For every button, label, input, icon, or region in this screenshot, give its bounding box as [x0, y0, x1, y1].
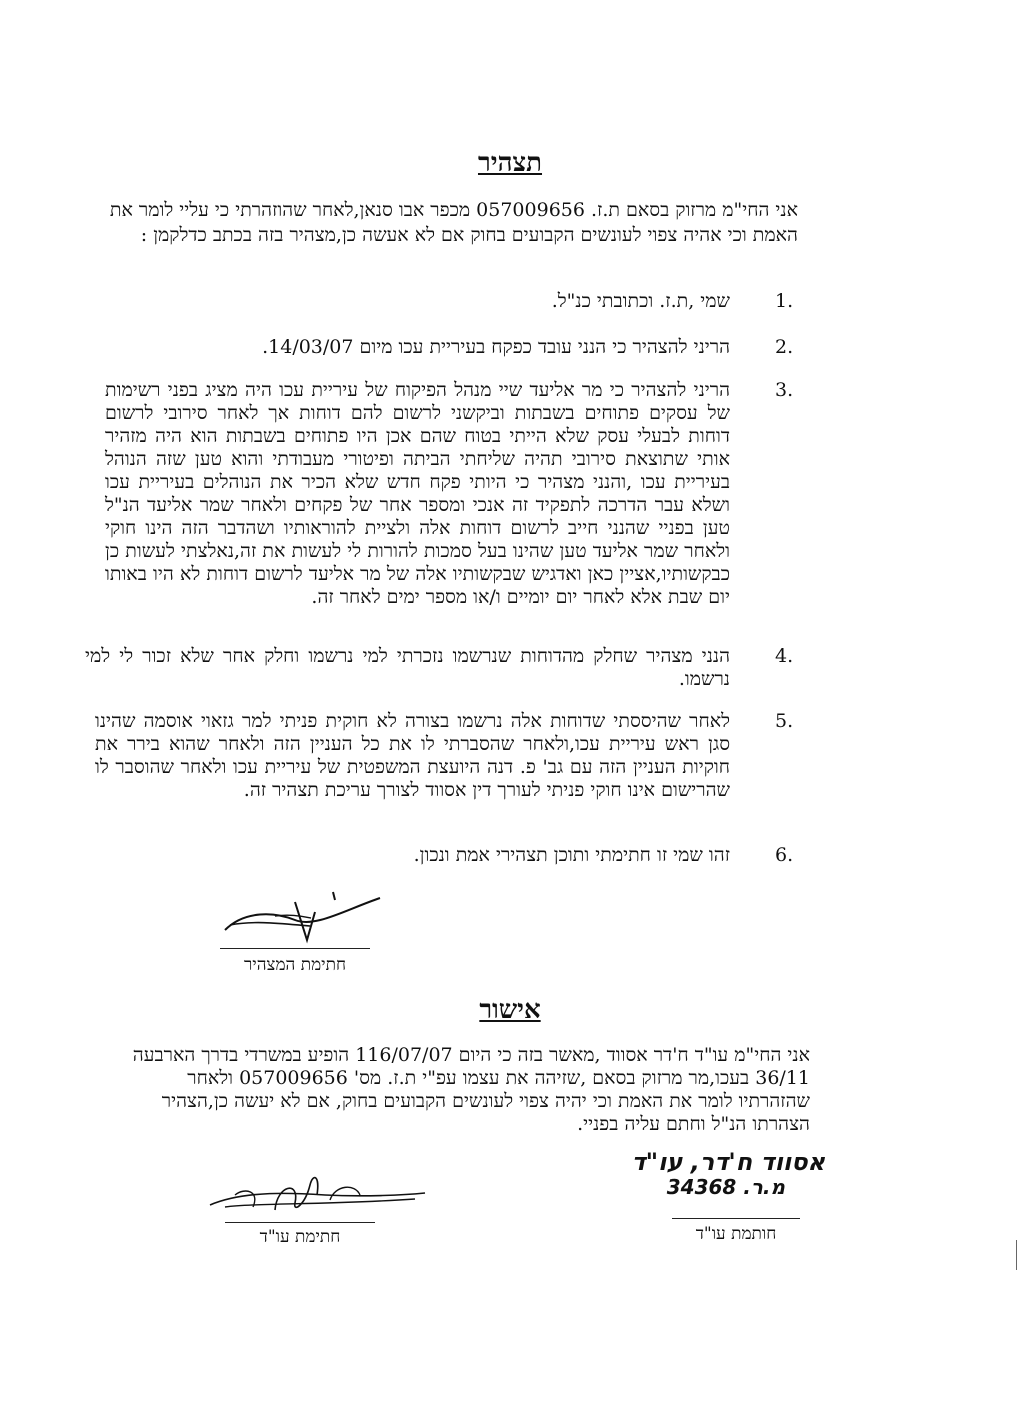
declaration-title: תצהיר [477, 148, 543, 178]
item-5-text: לאחר שהיססתי שדוחות אלה נרשמו בצורה לא חוקית פניתי למר גזאוי אוסמה שהינו סגן ראש עיריית עכו,ולאחר שהסברתי לו את כל העניין הזה ולאחר שהוא בירר את חוקיות העניין הזה עם גב' פ. דנה היועצת המשפטית של עיריית עכו ולאחר שהוסבר לו שהרישום אינו חוקי פניתי לעורך דין אסווד לצורך עריכת תצהיר זה. [95, 710, 730, 801]
item-1-number: 1. [775, 290, 794, 312]
scan-margin-mark [1016, 1240, 1017, 1270]
declaration-intro: אני החי"מ מרזוק בסאם ת.ז. 057009656 מכפר אבו סנאן,לאחר שהוזהרתי כי עליי לומר את האמת וכי אהיה צפוי לעונשים הקבועים בחוק אם לא אעשה כן,מצהיר בזה בכתב כדלקמן : [109, 199, 798, 246]
stamp-line [672, 1218, 800, 1219]
item-6-number: 6. [775, 844, 794, 866]
item-6-text: זהו שמי זו חתימתי ותוכן תצהירי אמת ונכון. [413, 844, 730, 866]
stamp-caption: חותמת עו"ד [695, 1224, 777, 1244]
declarant-signature-caption: חתימת המצהיר [243, 955, 347, 975]
lawyer-stamp-name: אסווד ח'דר, עו"ד [631, 1148, 825, 1176]
item-3-number: 3. [775, 379, 794, 401]
item-1-text: שמי ,ת.ז. וכתובתי כנ"ל. [551, 290, 730, 312]
lawyer-signature-line [225, 1222, 375, 1223]
approval-title: אישור [479, 995, 541, 1025]
item-2-number: 2. [775, 336, 794, 358]
declarant-signature-line [220, 948, 370, 949]
item-3-text: הריני להצהיר כי מר אליעד שיי מנהל הפיקוח של עיריית עכו היה מציג בפני רשימות של עסקים פתוחים בשבתות וביקשני לרשום להם דוחות אך לאחר סירובי לרשום דוחות לבעלי עסק שלא הייתי בטוח שהם אכן היו פתוחים בשבתות הוא היה מזהיר אותי שתוצאת סירובי תהיה שליחתי הביתה ופיטורי מעבודתי והוא טען שזה הנוהל בעיריית עכו ,והנני מצהיר כי היותי פקח חדש שלא הכיר את הנוהלים בעיריית עכו ושלא עבר הדרכה לתפקיד זה אנכי ומספר אחר של פקחים ולאחר שמר אליעד הנ"ל טען בפניי שהנני חייב לרשום דוחות אלה ולציית להוראותיו ושהדבר הזה הינו חוקי ולאחר שמר אליעד טען שהינו בעל סמכות להורות לי לעשות את זה,נאלצתי לעשות כן כבקשותיו,אציין כאן ואדגיש שבקשותיו אלה של מר אליעד לרשום דוחות לא היו באותו יום שבת אלא לאחר יום יומיים ו/או מספר ימים לאחר זה. [105, 379, 730, 608]
item-4-text: הנני מצהיר שחלק מהדוחות שנרשמו נזכרתי למי נרשמו וחלק אחר שלא זכור לי למי נרשמו. [85, 645, 730, 690]
item-2-text: הריני להצהיר כי הנני עובד כפקח בעיריית עכו מיום 14/03/07. [262, 336, 730, 358]
item-4-number: 4. [775, 645, 794, 667]
lawyer-stamp-license: מ.ר. 34368 [666, 1175, 785, 1199]
lawyer-signature [205, 1165, 435, 1225]
lawyer-signature-caption: חתימת עו"ד [259, 1227, 341, 1247]
item-5-number: 5. [775, 710, 794, 732]
declarant-signature [215, 890, 395, 950]
approval-text: אני החי"מ עו"ד ח'דר אסווד ,מאשר בזה כי היום 116/07/07 הופיע במשרדי בדרך הארבעה 36/11 בעכו,מר מרזוק בסאם ,שזיהה את עצמו עפ"י ת.ז. מס' 057009656 ולאחר שהזהרתיו לומר את האמת וכי יהיה צפוי לעונשים הקבועים בחוק, אם לא יעשה כן,הצהיר הצהרתו הנ"ל וחתם עליה בפניי. [132, 1044, 810, 1135]
